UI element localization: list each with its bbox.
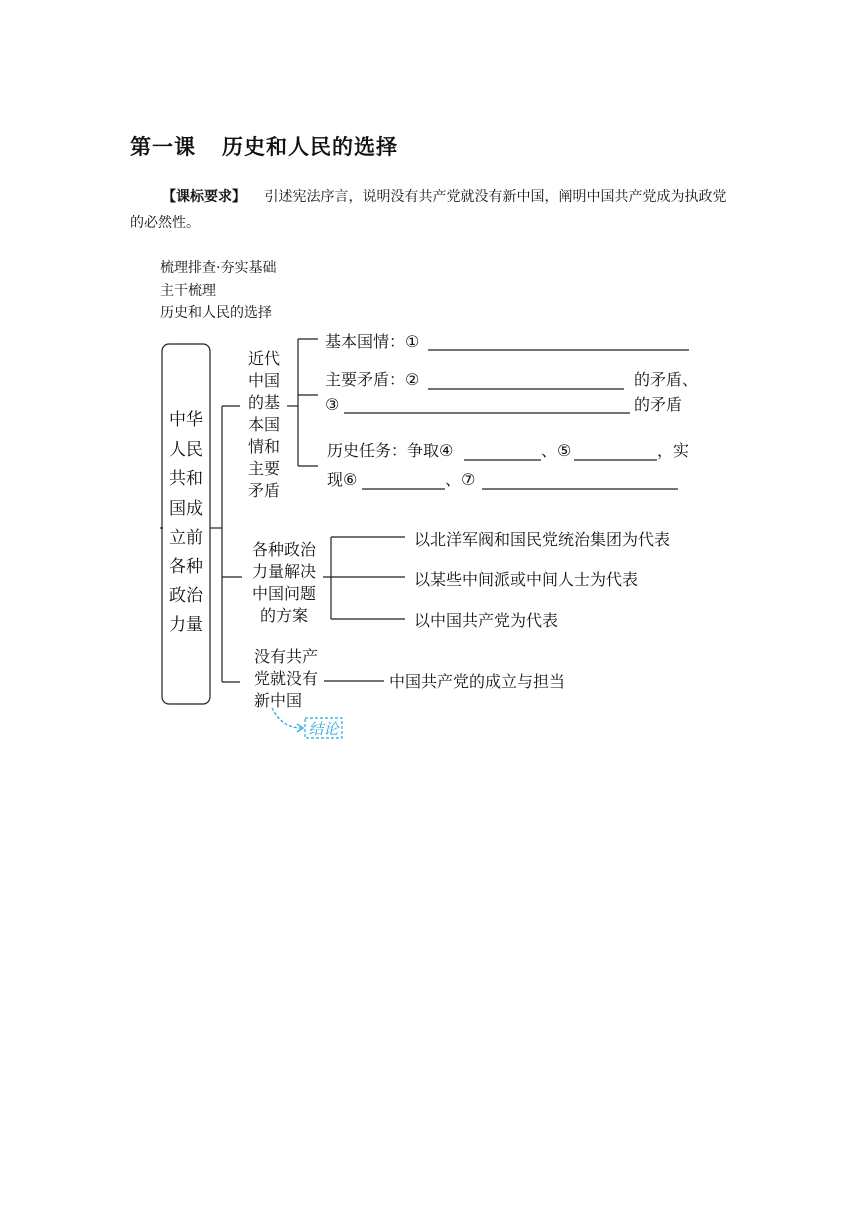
branch3-label bbox=[254, 647, 318, 710]
lesson-name: 历史和人民的选择 bbox=[222, 135, 398, 159]
branch3-line: 党就没有 bbox=[253, 669, 319, 688]
contradiction-suffix: 的矛盾、 bbox=[634, 370, 699, 389]
section-heading: 梳理排查·夯实基础 bbox=[160, 260, 277, 276]
branch2-line: 中国问题 bbox=[251, 584, 317, 603]
task-realize: 现⑥ bbox=[327, 470, 358, 489]
requirement-text: 引述宪法序言，说明没有共产党就没有新中国，阐明中国共产党成为执政党的必然性。 bbox=[130, 189, 727, 231]
root-line: 各种 bbox=[169, 557, 203, 577]
branch1-line: 主要 bbox=[247, 459, 281, 478]
branch1-line: 本国 bbox=[247, 415, 281, 434]
branch1-line: 近代 bbox=[247, 349, 281, 368]
conclusion-label: 结论 bbox=[308, 720, 339, 738]
branch1-label bbox=[248, 349, 280, 500]
root-box bbox=[162, 344, 210, 704]
branch2-line: 力量解决 bbox=[251, 562, 317, 581]
branch2-label bbox=[252, 540, 317, 625]
branch2-line: 的方案 bbox=[259, 606, 309, 625]
requirement-tag: 【课标要求】 bbox=[162, 189, 246, 205]
plan-item: 以北洋军阀和国民党统治集团为代表 bbox=[414, 530, 671, 549]
branch3-line: 没有共产 bbox=[253, 647, 319, 666]
root-line: 立前 bbox=[169, 528, 203, 548]
root-line: 共和 bbox=[169, 469, 203, 489]
cpc-founding-item: 中国共产党的成立与担当 bbox=[389, 672, 566, 691]
lesson-number: 第一课 bbox=[130, 135, 196, 159]
root-line: 中华 bbox=[169, 410, 203, 430]
branch1-line: 矛盾 bbox=[247, 481, 281, 500]
contradiction-item-3: ③ bbox=[325, 395, 340, 414]
branch1-line: 情和 bbox=[247, 437, 281, 456]
root-line: 政治 bbox=[169, 586, 203, 606]
topic-heading: 历史和人民的选择 bbox=[160, 305, 272, 321]
plan-item: 以某些中间派或中间人士为代表 bbox=[414, 570, 639, 589]
basic-situation-item: 基本国情：① bbox=[325, 332, 420, 351]
section-subheading: 主干梳理 bbox=[160, 283, 216, 299]
task-suffix: ，实 bbox=[657, 441, 690, 460]
root-line: 力量 bbox=[169, 615, 203, 635]
root-line: 人民 bbox=[169, 440, 203, 460]
branch2-items bbox=[414, 530, 670, 630]
task-separator: 、⑦ bbox=[445, 470, 476, 489]
conclusion-arrow bbox=[272, 708, 301, 728]
branch1-line: 的基 bbox=[247, 393, 281, 412]
historical-task-item: 历史任务：争取④ bbox=[327, 441, 454, 460]
task-separator: 、⑤ bbox=[541, 441, 572, 460]
root-line: 国成 bbox=[169, 499, 203, 519]
contradiction-suffix: 的矛盾 bbox=[634, 395, 683, 414]
branch1-items bbox=[325, 332, 698, 489]
plan-item: 以中国共产党为代表 bbox=[414, 611, 559, 630]
main-contradiction-item: 主要矛盾：② bbox=[325, 370, 420, 389]
branch2-line: 各种政治 bbox=[251, 540, 317, 559]
conclusion-tag bbox=[272, 708, 342, 738]
root-label bbox=[169, 410, 204, 635]
branch1-line: 中国 bbox=[247, 371, 281, 390]
branch3-line: 新中国 bbox=[253, 691, 303, 710]
